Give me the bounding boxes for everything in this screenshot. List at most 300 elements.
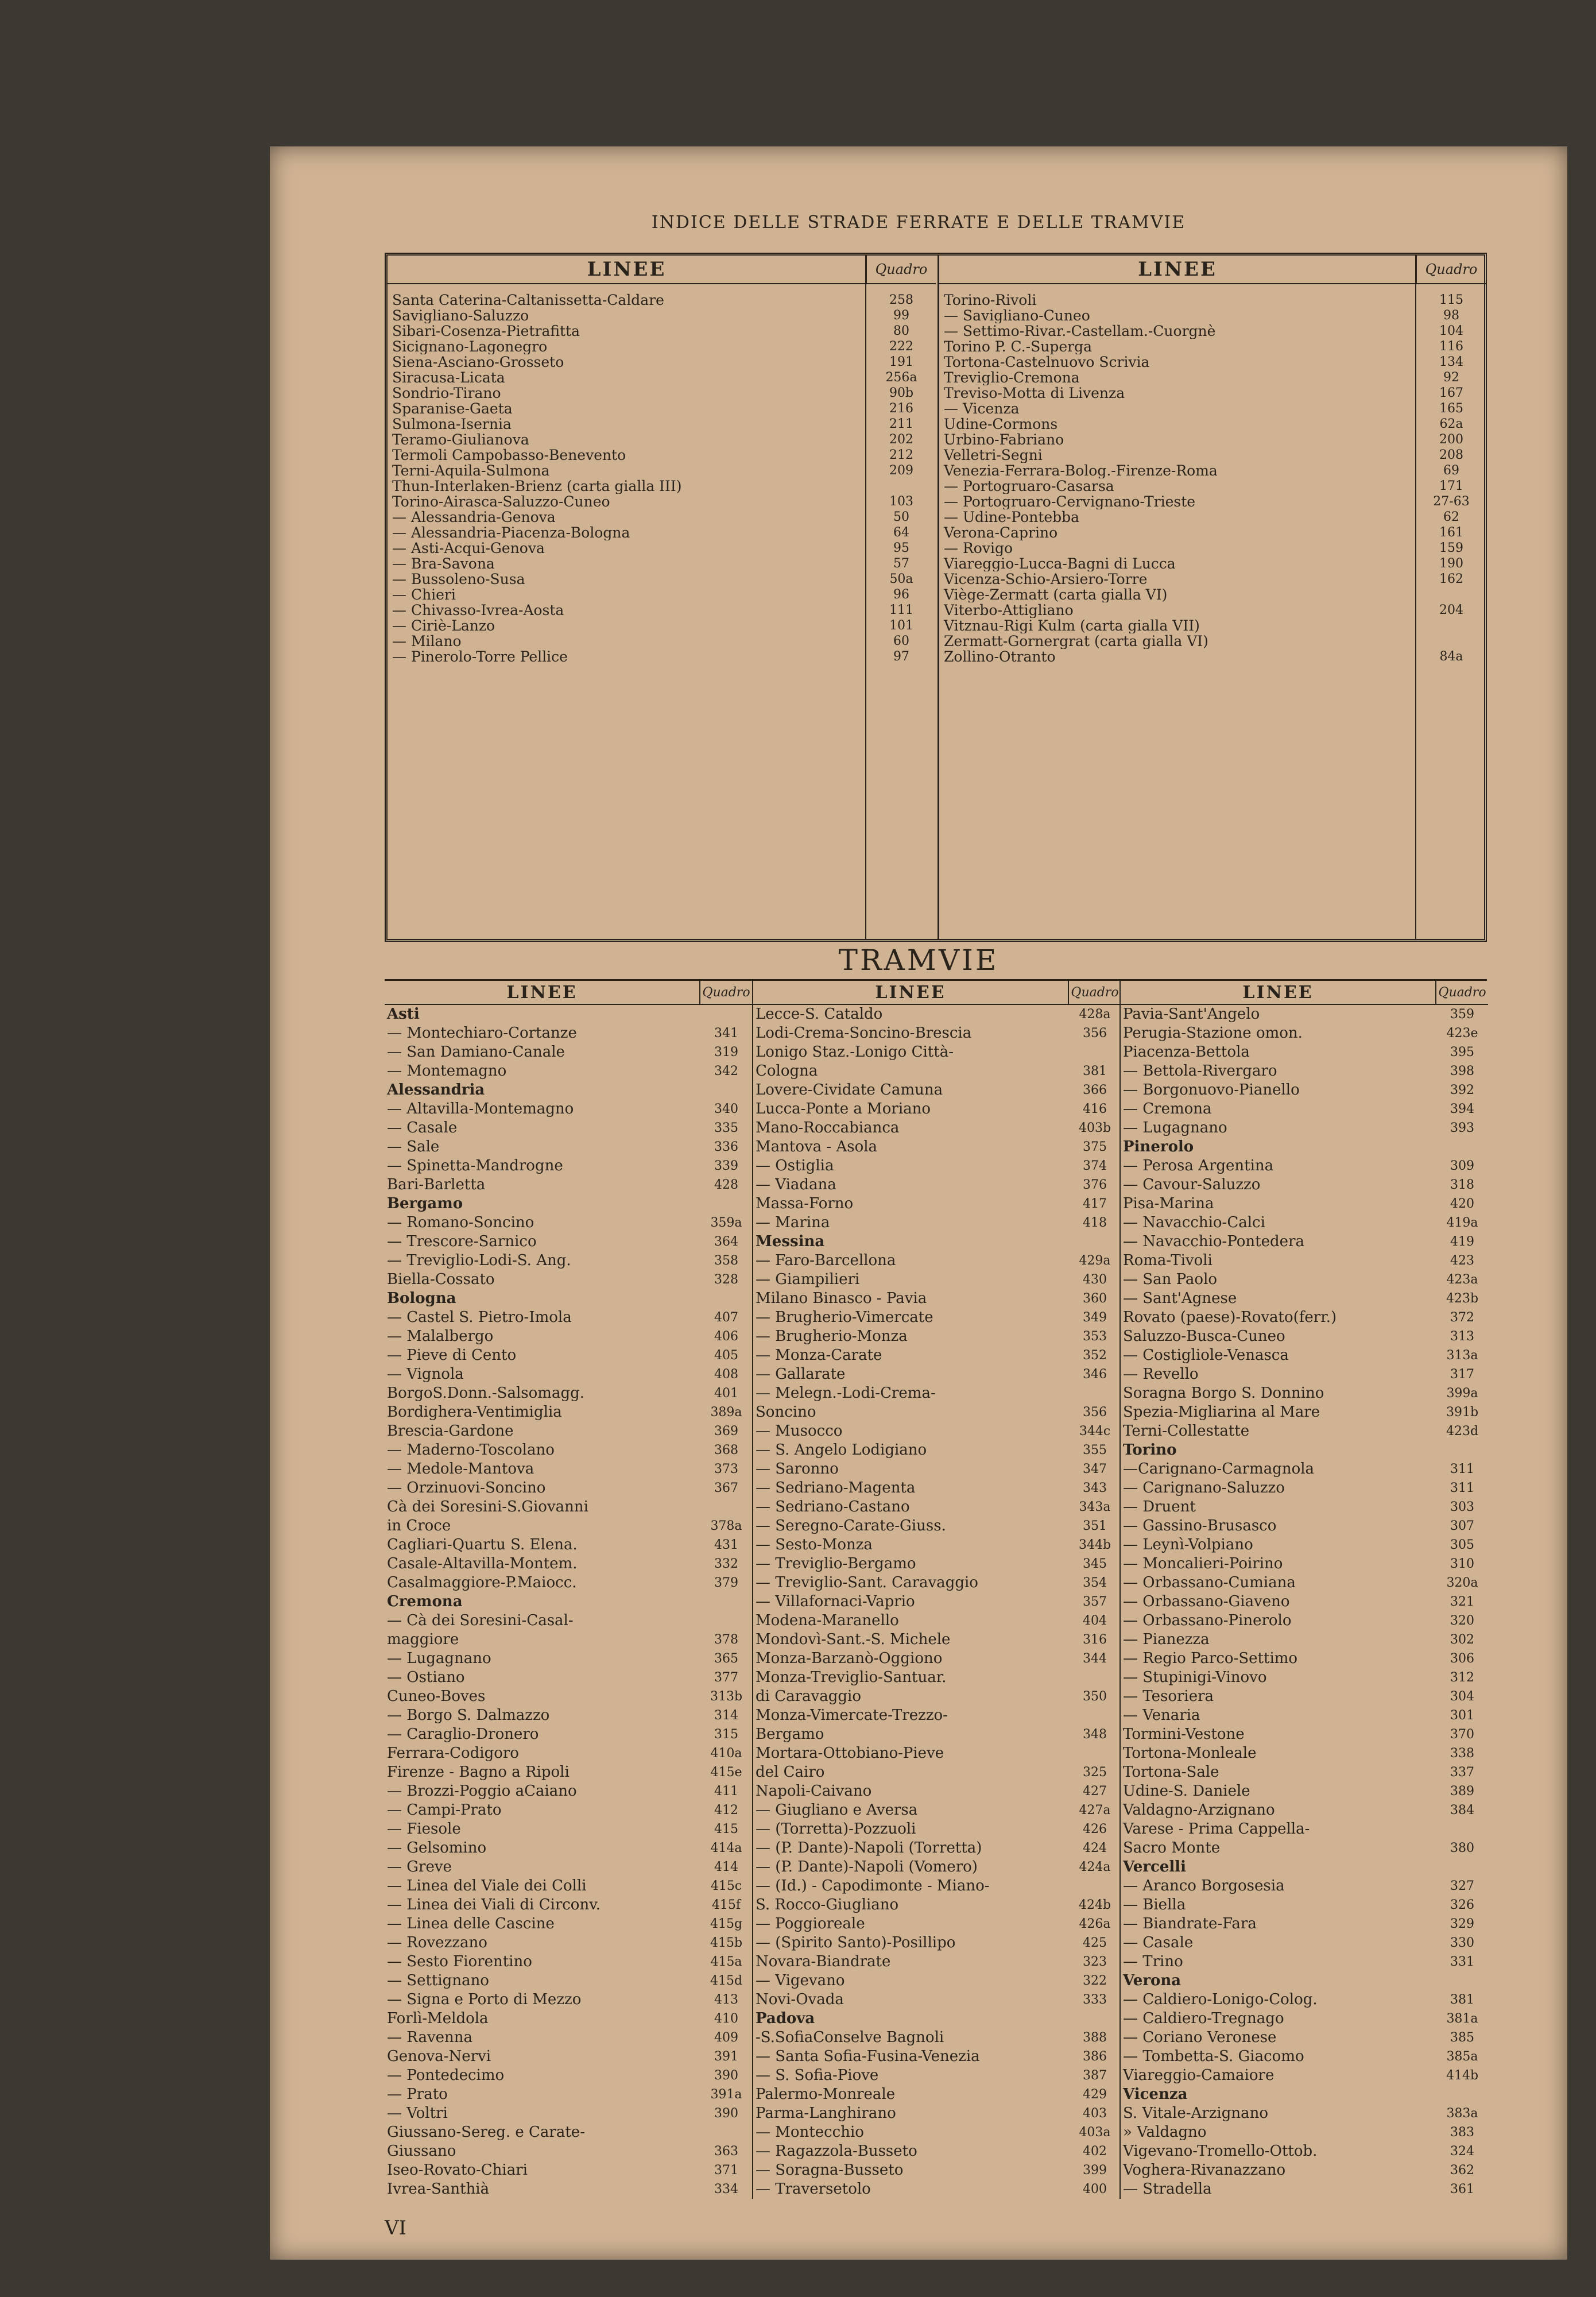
line-name: Vercelli: [1123, 1858, 1187, 1876]
index-row: [1121, 1365, 1488, 1384]
quadro-number: [700, 1194, 752, 1213]
index-row: [385, 1971, 752, 1990]
index-row: [753, 1820, 1121, 1839]
index-row: [753, 2142, 1121, 2161]
line-name: — Montechiaro-Cortanze: [387, 1024, 577, 1042]
line-name: — Giugliano e Aversa: [756, 1801, 918, 1819]
index-row: [753, 1024, 1121, 1043]
line-name: — Bettola-Rivergaro: [1123, 1062, 1277, 1080]
index-row: [385, 1896, 752, 1915]
quadro-number: 338: [1450, 1746, 1474, 1761]
index-row: [385, 1308, 752, 1327]
quadro-number: 216: [889, 401, 913, 416]
index-row: [1121, 1346, 1488, 1365]
line-name: Viareggio-Lucca-Bagni di Lucca: [944, 556, 1176, 571]
quadro-number: 309: [1450, 1159, 1474, 1173]
quadro-number: 316: [1083, 1633, 1107, 1647]
index-row: [753, 1687, 1121, 1706]
quadro-number: 390: [714, 2068, 738, 2083]
index-row: [753, 1479, 1121, 1498]
quadro-number: 403a: [1079, 2125, 1111, 2140]
quadro-number: 365: [714, 1652, 738, 1666]
quadro-number: 360: [1083, 1291, 1107, 1306]
line-name: — Ciriè-Lanzo: [392, 618, 495, 633]
quadro-number: [700, 1081, 752, 1100]
quadro-number: 414b: [1446, 2068, 1479, 2083]
quadro-number: 395: [1450, 1045, 1474, 1059]
line-name: Parma-Langhirano: [756, 2105, 896, 2122]
line-name: Biella-Cossato: [387, 1271, 495, 1288]
quadro-number: 191: [889, 355, 913, 369]
index-row: [1121, 1592, 1488, 1611]
quadro-number: [1069, 1877, 1121, 1896]
line-name: — Vigevano: [756, 1972, 845, 1989]
quadro-number: 57: [893, 556, 909, 571]
line-name: di Caravaggio: [756, 1688, 861, 1705]
line-name: — Vignola: [387, 1366, 464, 1383]
line-name: — Campi-Prato: [387, 1801, 502, 1819]
index-row: [1121, 1062, 1488, 1081]
quadro-number: 390: [714, 2106, 738, 2121]
index-row: [939, 432, 1486, 447]
line-name: — Alessandria-Piacenza-Bologna: [392, 525, 630, 540]
quadro-number: 350: [1083, 1689, 1107, 1704]
index-row: [388, 354, 936, 370]
quadro-number: 353: [1083, 1329, 1107, 1344]
index-row: [385, 1990, 752, 2009]
line-name: Torino-Rivoli: [944, 292, 1037, 308]
quadro-number: 80: [893, 324, 909, 338]
index-row: [753, 1725, 1121, 1744]
index-row: [1121, 1119, 1488, 1138]
index-row: [388, 540, 936, 556]
line-name: Savigliano-Saluzzo: [392, 308, 529, 323]
quadro-number: 384: [1450, 1803, 1474, 1818]
index-row: [1121, 2180, 1488, 2199]
quadro-number: 335: [714, 1121, 738, 1135]
quadro-number: [1069, 1668, 1121, 1687]
index-row: [385, 2047, 752, 2066]
quadro-header: Quadro: [1068, 981, 1121, 1004]
quadro-number: 373: [714, 1462, 738, 1476]
line-name: — Caraglio-Dronero: [387, 1726, 539, 1743]
quadro-number: 321: [1450, 1595, 1474, 1609]
index-row: [1121, 2123, 1488, 2142]
quadro-number: 414: [714, 1860, 738, 1874]
quadro-number: 341: [714, 1026, 738, 1041]
index-row: [753, 2085, 1121, 2104]
quadro-number: 427: [1083, 1784, 1107, 1799]
line-name: — Perosa Argentina: [1123, 1157, 1274, 1174]
quadro-number: 95: [893, 541, 909, 555]
quadro-number: 423a: [1446, 1273, 1478, 1287]
line-name: — Biella: [1123, 1896, 1186, 1913]
index-row: [753, 1990, 1121, 2009]
quadro-number: [1069, 2009, 1121, 2028]
line-name: Bergamo: [756, 1726, 824, 1743]
line-name: Terni-Aquila-Sulmona: [392, 463, 550, 478]
index-row: [753, 1157, 1121, 1175]
line-name: Massa-Forno: [756, 1195, 854, 1212]
line-name: S. Vitale-Arzignano: [1123, 2105, 1268, 2122]
quadro-number: 60: [893, 634, 909, 648]
quadro-number: 377: [714, 1670, 738, 1685]
line-name: Novi-Ovada: [756, 1991, 844, 2008]
quadro-number: 115: [1439, 293, 1463, 307]
line-name: — Spinetta-Mandrogne: [387, 1157, 563, 1174]
line-name: — Marina: [756, 1214, 830, 1231]
line-name: Novara-Biandrate: [756, 1953, 891, 1970]
line-name: Cà dei Soresini-S.Giovanni: [387, 1498, 588, 1515]
index-row: [753, 1005, 1121, 1024]
index-row: [1121, 1877, 1488, 1896]
quadro-number: [1436, 1138, 1488, 1157]
index-row: [753, 1194, 1121, 1213]
line-name: — Greve: [387, 1858, 452, 1876]
quadro-number: 404: [1083, 1614, 1107, 1628]
line-name: — Rovigo: [944, 540, 1013, 556]
line-name: Tortona-Sale: [1123, 1764, 1219, 1781]
index-row: [1121, 1157, 1488, 1175]
quadro-number: 425: [1083, 1936, 1107, 1950]
quadro-number: 409: [714, 2031, 738, 2045]
quadro-number: 161: [1439, 525, 1463, 540]
index-row: [753, 1498, 1121, 1517]
quadro-number: 303: [1450, 1500, 1474, 1514]
quadro-number: 62a: [1439, 417, 1463, 431]
quadro-number: 306: [1450, 1652, 1474, 1666]
quadro-number: 323: [1083, 1955, 1107, 1969]
index-row: [1121, 2085, 1488, 2104]
line-name: — Giampilieri: [756, 1271, 860, 1288]
quadro-number: 345: [1083, 1557, 1107, 1571]
index-row: [753, 1554, 1121, 1573]
index-row: [1121, 1933, 1488, 1952]
index-row: [939, 618, 1486, 633]
index-row: [1121, 1175, 1488, 1194]
quadro-number: 387: [1083, 2068, 1107, 2083]
index-row: [385, 1706, 752, 1725]
quadro-number: 305: [1450, 1538, 1474, 1552]
index-row: [1121, 1554, 1488, 1573]
quadro-number: 426a: [1079, 1917, 1111, 1931]
line-name: — Revello: [1123, 1366, 1199, 1383]
line-name: Sondrio-Tirano: [392, 385, 501, 401]
index-row: [1121, 1517, 1488, 1536]
index-row: [1121, 1441, 1488, 1460]
index-row: [939, 463, 1486, 478]
line-name: — Montecchio: [756, 2124, 864, 2141]
index-row: [753, 1915, 1121, 1933]
index-row: [388, 556, 936, 571]
index-row: [753, 1896, 1121, 1915]
tramway-index-table: [385, 979, 1487, 2233]
index-row: [753, 1668, 1121, 1687]
index-row: [385, 1858, 752, 1877]
index-row: [388, 463, 936, 478]
quadro-number: 424a: [1079, 1860, 1111, 1874]
index-row: [388, 509, 936, 525]
line-name: Monza-Barzanò-Oggiono: [756, 1650, 943, 1667]
index-row: [385, 1327, 752, 1346]
page-number: VI: [385, 2217, 406, 2240]
line-name: Lucca-Ponte a Moriano: [756, 1100, 931, 1117]
line-name: Messina: [756, 1233, 825, 1250]
index-row: [1121, 1251, 1488, 1270]
index-row: [939, 478, 1486, 494]
line-name: — Fiesole: [387, 1820, 461, 1838]
index-row: [939, 587, 1486, 602]
lines-header: LINEE: [875, 982, 946, 1003]
lines-header: LINEE: [587, 258, 667, 281]
index-row: [1121, 1649, 1488, 1668]
line-name: Cuneo-Boves: [387, 1688, 486, 1705]
line-name: — Signa e Porto di Mezzo: [387, 1991, 582, 2008]
quadro-number: 348: [1083, 1727, 1107, 1742]
line-name: — Navacchio-Pontedera: [1123, 1233, 1304, 1250]
line-name: — Romano-Soncino: [387, 1214, 534, 1231]
quadro-number: 349: [1083, 1310, 1107, 1325]
index-row: [753, 2161, 1121, 2180]
index-row: [1121, 1536, 1488, 1554]
quadro-number: 344c: [1079, 1424, 1111, 1438]
index-row: [753, 1081, 1121, 1100]
quadro-number: [700, 2123, 752, 2142]
quadro-number: 339: [714, 1159, 738, 1173]
line-name: Mano-Roccabianca: [756, 1119, 900, 1136]
line-name: Asti: [387, 1006, 420, 1023]
quadro-number: 165: [1439, 401, 1463, 416]
index-row: [1121, 1403, 1488, 1422]
quadro-header: Quadro: [699, 981, 752, 1004]
quadro-number: 159: [1439, 541, 1463, 555]
line-name: — Traversetolo: [756, 2180, 871, 2198]
index-row: [388, 401, 936, 416]
quadro-number: 344b: [1078, 1538, 1111, 1552]
quadro-number: [700, 1005, 752, 1024]
quadro-number: 92: [1443, 370, 1459, 385]
tramway-column-3: [1119, 981, 1488, 2199]
quadro-number: 368: [714, 1443, 738, 1457]
column-divider: [1415, 256, 1416, 939]
quadro-number: 370: [1450, 1727, 1474, 1742]
line-name: Piacenza-Bettola: [1123, 1043, 1250, 1061]
line-name: Vicenza-Schio-Arsiero-Torre: [944, 571, 1148, 587]
line-name: — Coriano Veronese: [1123, 2029, 1277, 2046]
index-row: [753, 2028, 1121, 2047]
line-name: Perugia-Stazione omon.: [1123, 1024, 1303, 1042]
index-row: [385, 2009, 752, 2028]
line-name: Pisa-Marina: [1123, 1195, 1214, 1212]
index-row: [753, 1839, 1121, 1858]
line-name: — Tombetta-S. Giacomo: [1123, 2048, 1304, 2065]
quadro-number: 355: [1083, 1443, 1107, 1457]
index-row: [939, 308, 1486, 323]
quadro-number: 222: [889, 339, 913, 354]
quadro-number: 430: [1083, 1273, 1107, 1287]
quadro-number: 301: [1450, 1708, 1474, 1723]
quadro-number: 202: [889, 432, 913, 447]
index-row: [1121, 1043, 1488, 1062]
line-name: — (Id.) - Capodimonte - Miano-: [756, 1877, 990, 1894]
line-name: — (P. Dante)-Napoli (Torretta): [756, 1839, 982, 1857]
quadro-number: 371: [714, 2163, 738, 2178]
quadro-number: 412: [714, 1803, 738, 1818]
line-name: Giussano-Sereg. e Carate-: [387, 2124, 585, 2141]
quadro-number: 380: [1450, 1841, 1474, 1855]
index-row: [385, 2180, 752, 2199]
quadro-number: 171: [1439, 479, 1463, 493]
line-name: — Viadana: [756, 1176, 836, 1193]
index-row: [385, 1573, 752, 1592]
line-name: Alessandria: [387, 1081, 485, 1099]
index-row: [385, 1649, 752, 1668]
index-row: [753, 1232, 1121, 1251]
quadro-number: 209: [889, 463, 913, 478]
quadro-number: 337: [1450, 1765, 1474, 1780]
quadro-number: 415e: [710, 1765, 742, 1780]
line-name: — Stupinigi-Vinovo: [1123, 1669, 1267, 1686]
line-name: Udine-Cormons: [944, 416, 1058, 432]
line-name: Monza-Treviglio-Santuar.: [756, 1669, 947, 1686]
line-name: — Cremona: [1123, 1100, 1212, 1117]
index-row: [385, 1877, 752, 1896]
line-name: Ivrea-Santhià: [387, 2180, 490, 2198]
quadro-number: 212: [889, 448, 913, 462]
line-name: Cologna: [756, 1062, 818, 1080]
quadro-number: 320: [1450, 1614, 1474, 1628]
line-name: — Ostiano: [387, 1669, 465, 1686]
line-name: — Orzinuovi-Soncino: [387, 1479, 546, 1496]
index-row: [1121, 1270, 1488, 1289]
index-row: [1121, 1744, 1488, 1763]
quadro-number: 423: [1450, 1254, 1474, 1268]
line-name: — Saronno: [756, 1460, 839, 1478]
index-row: [1121, 2142, 1488, 2161]
index-row: [1121, 2009, 1488, 2028]
quadro-number: 103: [889, 494, 913, 509]
index-row: [1121, 1896, 1488, 1915]
quadro-number: 50: [893, 510, 909, 524]
line-name: Rovato (paese)-Rovato(ferr.): [1123, 1309, 1337, 1326]
index-row: [753, 1327, 1121, 1346]
line-name: — Orbassano-Cumiana: [1123, 1574, 1296, 1591]
quadro-number: 426: [1083, 1822, 1107, 1836]
quadro-number: 96: [893, 587, 909, 602]
quadro-number: 389a: [710, 1405, 742, 1420]
index-row: [753, 1365, 1121, 1384]
quadro-number: 410a: [710, 1746, 742, 1761]
index-row: [385, 1138, 752, 1157]
quadro-number: 364: [714, 1235, 738, 1249]
line-name: — San Damiano-Canale: [387, 1043, 565, 1061]
quadro-number: 357: [1083, 1595, 1107, 1609]
line-name: Sicignano-Lagonegro: [392, 339, 548, 354]
index-row: [1121, 1858, 1488, 1877]
line-name: — Melegn.-Lodi-Crema-: [756, 1385, 936, 1402]
quadro-number: 423d: [1446, 1424, 1479, 1438]
quadro-number: 342: [714, 1064, 738, 1078]
quadro-number: [1436, 1441, 1488, 1460]
index-row: [385, 1952, 752, 1971]
quadro-number: 346: [1083, 1367, 1107, 1382]
line-name: — Orbassano-Pinerolo: [1123, 1612, 1292, 1629]
quadro-number: 428a: [1079, 1007, 1111, 1022]
line-name: — Portogruaro-Casarsa: [944, 478, 1114, 494]
index-row: [753, 1100, 1121, 1119]
quadro-number: 424b: [1078, 1898, 1111, 1912]
quadro-number: 385: [1450, 2031, 1474, 2045]
index-row: [1121, 1839, 1488, 1858]
index-row: [385, 1081, 752, 1100]
index-row: [753, 1441, 1121, 1460]
quadro-number: 356: [1083, 1026, 1107, 1041]
line-name: — Portogruaro-Cervignano-Trieste: [944, 494, 1196, 509]
line-name: Firenze - Bagno a Ripoli: [387, 1764, 570, 1781]
line-name: Bordighera-Ventimiglia: [387, 1403, 562, 1421]
line-name: — S. Sofia-Piove: [756, 2067, 879, 2084]
quadro-number: [1417, 633, 1486, 649]
index-row: [1121, 2104, 1488, 2123]
index-row: [753, 1763, 1121, 1782]
line-name: — Lugagnano: [1123, 1119, 1227, 1136]
line-name: — Borgo S. Dalmazzo: [387, 1707, 550, 1724]
line-name: — Castel S. Pietro-Imola: [387, 1309, 572, 1326]
line-name: Saluzzo-Busca-Cuneo: [1123, 1328, 1285, 1345]
index-row: [385, 1100, 752, 1119]
quadro-number: 340: [714, 1102, 738, 1116]
line-name: — Aranco Borgosesia: [1123, 1877, 1285, 1894]
line-name: Pinerolo: [1123, 1138, 1194, 1155]
index-row: [939, 292, 1486, 308]
quadro-number: 328: [714, 1273, 738, 1287]
line-name: — Ragazzola-Busseto: [756, 2143, 917, 2160]
index-row: [1121, 1232, 1488, 1251]
line-name: — Brugherio-Monza: [756, 1328, 908, 1345]
index-row: [388, 447, 936, 463]
index-row: [1121, 1915, 1488, 1933]
line-name: — (P. Dante)-Napoli (Vomero): [756, 1858, 978, 1876]
index-row: [1121, 1308, 1488, 1327]
line-name: — San Paolo: [1123, 1271, 1218, 1288]
quadro-number: 314: [714, 1708, 738, 1723]
index-row: [385, 2066, 752, 2085]
quadro-number: 334: [714, 2182, 738, 2197]
line-name: — Druent: [1123, 1498, 1196, 1515]
index-row: [1121, 1971, 1488, 1990]
quadro-number: 304: [1450, 1689, 1474, 1704]
line-name: — Trescore-Sarnico: [387, 1233, 537, 1250]
line-name: S. Rocco-Giugliano: [756, 1896, 899, 1913]
line-name: maggiore: [387, 1631, 459, 1648]
quadro-number: 410: [714, 2012, 738, 2026]
quadro-number: 358: [714, 1254, 738, 1268]
index-row: [385, 2142, 752, 2161]
line-name: Torino: [1123, 1441, 1177, 1459]
index-row: [753, 1517, 1121, 1536]
index-row: [385, 1933, 752, 1952]
index-row: [385, 1554, 752, 1573]
index-row: [753, 1460, 1121, 1479]
line-name: Valdagno-Arzignano: [1123, 1801, 1275, 1819]
index-row: [385, 1668, 752, 1687]
line-name: Cremona: [387, 1593, 463, 1610]
quadro-number: [1436, 2085, 1488, 2104]
index-row: [1121, 1081, 1488, 1100]
index-row: [753, 1744, 1121, 1763]
index-row: [1121, 1763, 1488, 1782]
index-row: [753, 1573, 1121, 1592]
